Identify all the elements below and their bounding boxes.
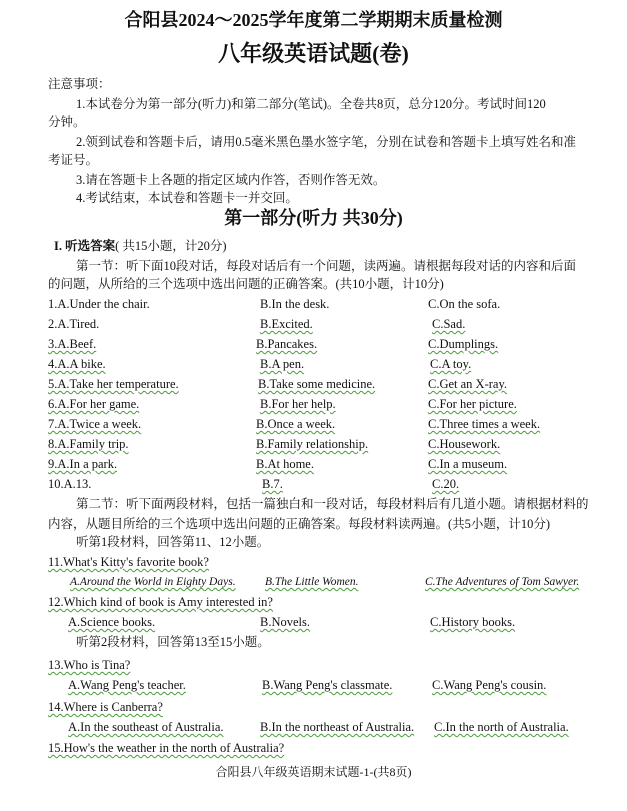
q6-option-c: C.For her picture.	[428, 397, 517, 411]
q9-option-b: B.At home.	[256, 457, 314, 471]
q9-option-a: 9.A.In a park.	[48, 457, 118, 471]
q14-option-b: B.In the northeast of Australia.	[260, 720, 415, 734]
q4-option-b: B.A pen.	[260, 357, 305, 371]
sub1-instruction: 第一节：听下面10段对话，每段对话后有一个问题，读两遍。请根据每段对话的内容和后面	[76, 259, 577, 273]
q3-option-c: C.Dumplings.	[428, 337, 499, 351]
q8-option-c: C.Housework.	[428, 437, 501, 451]
q2-option-b: B.Excited.	[260, 317, 313, 331]
section-title	[54, 238, 227, 254]
q7-option-b: B.Once a week.	[256, 417, 336, 431]
material-1-intro: 听第1段材料，回答第11、12小题。	[76, 535, 270, 549]
q10-option-b: B.7.	[262, 477, 283, 491]
q7-option-a: 7.A.Twice a week.	[48, 417, 142, 431]
q8-option-a: 8.A.Family trip.	[48, 437, 129, 451]
q12-option-b: B.Novels.	[260, 615, 310, 629]
q10-option-c: C.20.	[432, 477, 460, 491]
notes-heading: 注意事项：	[48, 77, 111, 91]
note-item-3: 3.请在答题卡上各题的指定区域内作答，否则作答无效。	[76, 173, 386, 187]
sub1-instruction-cont: 的问题，从所给的三个选项中选出问题的正确答案。(共10小题，计10分)	[48, 277, 444, 291]
section-title-label: I. 听选答案	[54, 239, 116, 253]
q13-option-a: A.Wang Peng's teacher.	[68, 678, 186, 692]
q14-option-a: A.In the southeast of Australia.	[68, 720, 224, 734]
exam-title-line2: 八年级英语试题(卷)	[218, 41, 409, 66]
exam-title-line1: 合阳县2024～2025学年度第二学期期末质量检测	[124, 10, 503, 30]
q14-stem: 14.Where is Canberra?	[48, 700, 163, 714]
q2-option-a: 2.A.Tired.	[48, 317, 100, 331]
q1-option-b: B.In the desk.	[260, 297, 330, 311]
q4-option-c: C.A toy.	[430, 357, 472, 371]
q12-stem: 12.Which kind of book is Amy interested in?	[48, 595, 273, 609]
q12-option-a: A.Science books.	[68, 615, 156, 629]
sub2-instruction-cont: 内容，从题目所给的三个选项中选出问题的正确答案。每段材料读两遍。(共5小题，计10分)	[48, 517, 551, 531]
note-item-2: 2.领到试卷和答题卡后，请用0.5毫米黑色墨水签字笔，分别在试卷和答题卡上填写姓名和准	[76, 135, 577, 149]
q5-option-a: 5.A.Take her temperature.	[48, 377, 179, 391]
q15-stem: 15.How's the weather in the north of Australia?	[48, 741, 285, 755]
q5-option-c: C.Get an X-ray.	[428, 377, 508, 391]
q6-option-a: 6.A.For her game.	[48, 397, 140, 411]
page-footer: 合阳县八年级英语期末试题-1-(共8页)	[215, 765, 412, 779]
q8-option-b: B.Family relationship.	[256, 437, 369, 451]
q4-option-a: 4.A.A bike.	[48, 357, 106, 371]
part1-title: 第一部分(听力 共30分)	[224, 208, 403, 228]
material-2-intro: 听第2段材料，回答第13至15小题。	[76, 635, 270, 649]
q14-option-c: C.In the north of Australia.	[434, 720, 569, 734]
q3-option-a: 3.A.Beef.	[48, 337, 97, 351]
q13-option-c: C.Wang Peng's cousin.	[432, 678, 547, 692]
q12-option-c: C.History books.	[430, 615, 516, 629]
q5-option-b: B.Take some medicine.	[258, 377, 376, 391]
q11-option-c: C.The Adventures of Tom Sawyer.	[425, 576, 580, 588]
sub2-instruction: 第二节：听下面两段材料，包括一篇独白和一段对话，每段材料后有几道小题。请根据材料的	[76, 497, 589, 511]
q3-option-b: B.Pancakes.	[256, 337, 318, 351]
note-item-4: 4.考试结束，本试卷和答题卡一并交回。	[76, 191, 298, 205]
q11-stem: 11.What's Kitty's favorite book?	[48, 555, 209, 569]
q2-option-c: C.Sad.	[432, 317, 466, 331]
q6-option-b: B.For her help.	[260, 397, 336, 411]
q13-option-b: B.Wang Peng's classmate.	[262, 678, 393, 692]
q1-option-c: C.On the sofa.	[428, 297, 501, 311]
note-item-1-cont: 分钟。	[48, 115, 86, 129]
q13-stem: 13.Who is Tina?	[48, 658, 131, 672]
q1-option-a: 1.A.Under the chair.	[48, 297, 150, 311]
q7-option-c: C.Three times a week.	[428, 417, 541, 431]
q10-option-a: 10.A.13.	[48, 477, 92, 491]
q11-option-a: A.Around the World in Eighty Days.	[70, 576, 236, 588]
q11-option-b: B.The Little Women.	[265, 576, 359, 588]
q9-option-c: C.In a museum.	[428, 457, 508, 471]
section-title-detail: ( 共15小题，计20分)	[115, 239, 227, 253]
note-item-1: 1.本试卷分为第一部分(听力)和第二部分(笔试)。全卷共8页，总分120分。考试时间120	[76, 97, 546, 111]
note-item-2-cont: 考证号。	[48, 153, 99, 167]
